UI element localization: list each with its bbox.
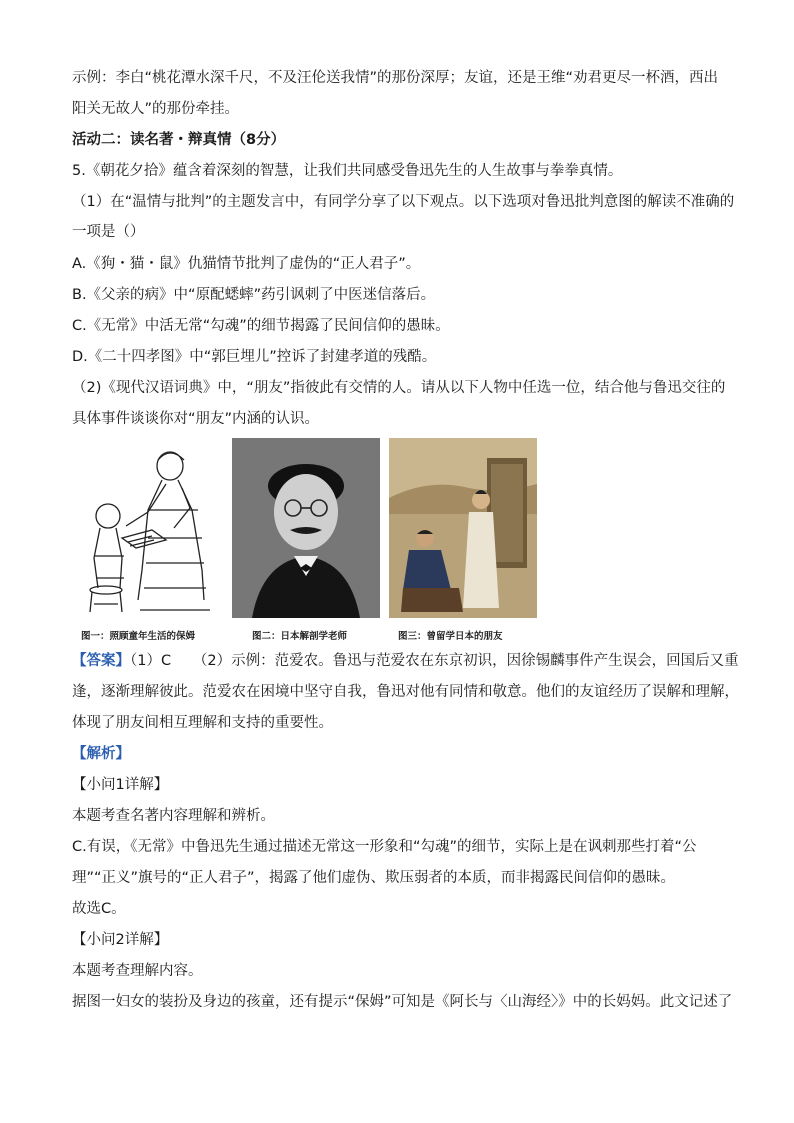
analysis-text: 据图一妇女的装扮及身边的孩童，还有提示“保姆”可知是《阿长与〈山海经〉》中的长妈妈。此文记述了	[72, 994, 733, 1010]
answer-text: （1）C （2）示例：范爱农。鲁迅与范爱农在东京初识，因徐锡麟事件产生误会，回国后又重	[130, 653, 739, 669]
analysis-text: 本题考查理解内容。	[72, 963, 203, 979]
option-d: D.《二十四孝图》中“郭巨埋儿”控诉了封建孝道的残酷。	[72, 349, 437, 365]
analysis-label: 【解析】	[72, 746, 130, 762]
question-5: 5.《朝花夕拾》蕴含着深刻的智慧，让我们共同感受鲁迅先生的人生故事与拳拳真情。	[72, 163, 623, 179]
figure-3-friends-painting	[389, 438, 537, 618]
sub-question-1-cont: 一项是（）	[72, 224, 145, 240]
option-b: B.《父亲的病》中“原配蟋蟀”药引讽刺了中医迷信落后。	[72, 287, 436, 303]
figure-2-caption: 图二：日本解剖学老师	[252, 631, 348, 642]
figure-group	[78, 438, 538, 624]
sub-question-2: （2)《现代汉语词典》中，“朋友”指彼此有交情的人。请从以下人物中任选一位，结合他与鲁迅交往的	[72, 380, 726, 396]
analysis-text: 故选C。	[72, 901, 126, 917]
answer-line-2: 逢，逐渐理解彼此。范爱农在困境中坚守自我，鲁迅对他有同情和敬意。他们的友谊经历了误解和理解，	[72, 684, 739, 700]
figure-2-teacher-portrait	[232, 438, 380, 618]
answer-line-1	[72, 651, 739, 671]
answer-line-3: 体现了朋友间相互理解和支持的重要性。	[72, 715, 333, 731]
figure-1-nanny-drawing	[78, 438, 228, 618]
option-a: A.《狗・猫・鼠》仇猫情节批判了虚伪的“正人君子”。	[72, 256, 421, 272]
activity-heading: 活动二：读名著・辩真情（8分）	[72, 132, 286, 148]
sub-question-2-cont: 具体事件谈谈你对“朋友”内涵的认识。	[72, 411, 320, 427]
figure-3-caption: 图三：曾留学日本的朋友	[398, 631, 503, 642]
analysis-text: 本题考查名著内容理解和辨析。	[72, 808, 275, 824]
analysis-text: C.有误，《无常》中鲁迅先生通过描述无常这一形象和“勾魂”的细节，实际上是在讽刺那些打着“公	[72, 839, 697, 855]
analysis-text: 理”“正义”旗号的“正人君子”，揭露了他们虚伪、欺压弱者的本质，而非揭露民间信仰的愚昧。	[72, 870, 676, 886]
sub-detail-1-heading: 【小问1详解】	[72, 777, 169, 793]
text-line: 阳关无故人”的那份牵挂。	[72, 101, 240, 117]
sub-question-1: （1）在“温情与批判”的主题发言中，有同学分享了以下观点。以下选项对鲁迅批判意图的解读不准确的	[72, 194, 735, 210]
figure-1-caption: 图一：照顾童年生活的保姆	[81, 631, 196, 642]
option-c: C.《无常》中活无常“勾魂”的细节揭露了民间信仰的愚昧。	[72, 318, 450, 334]
sub-detail-2-heading: 【小问2详解】	[72, 932, 169, 948]
answer-label: 【答案】	[72, 653, 130, 669]
text-line: 示例：李白“桃花潭水深千尺，不及汪伦送我情”的那份深厚；友谊，还是王维“劝君更尽一杯酒，西出	[72, 70, 719, 86]
